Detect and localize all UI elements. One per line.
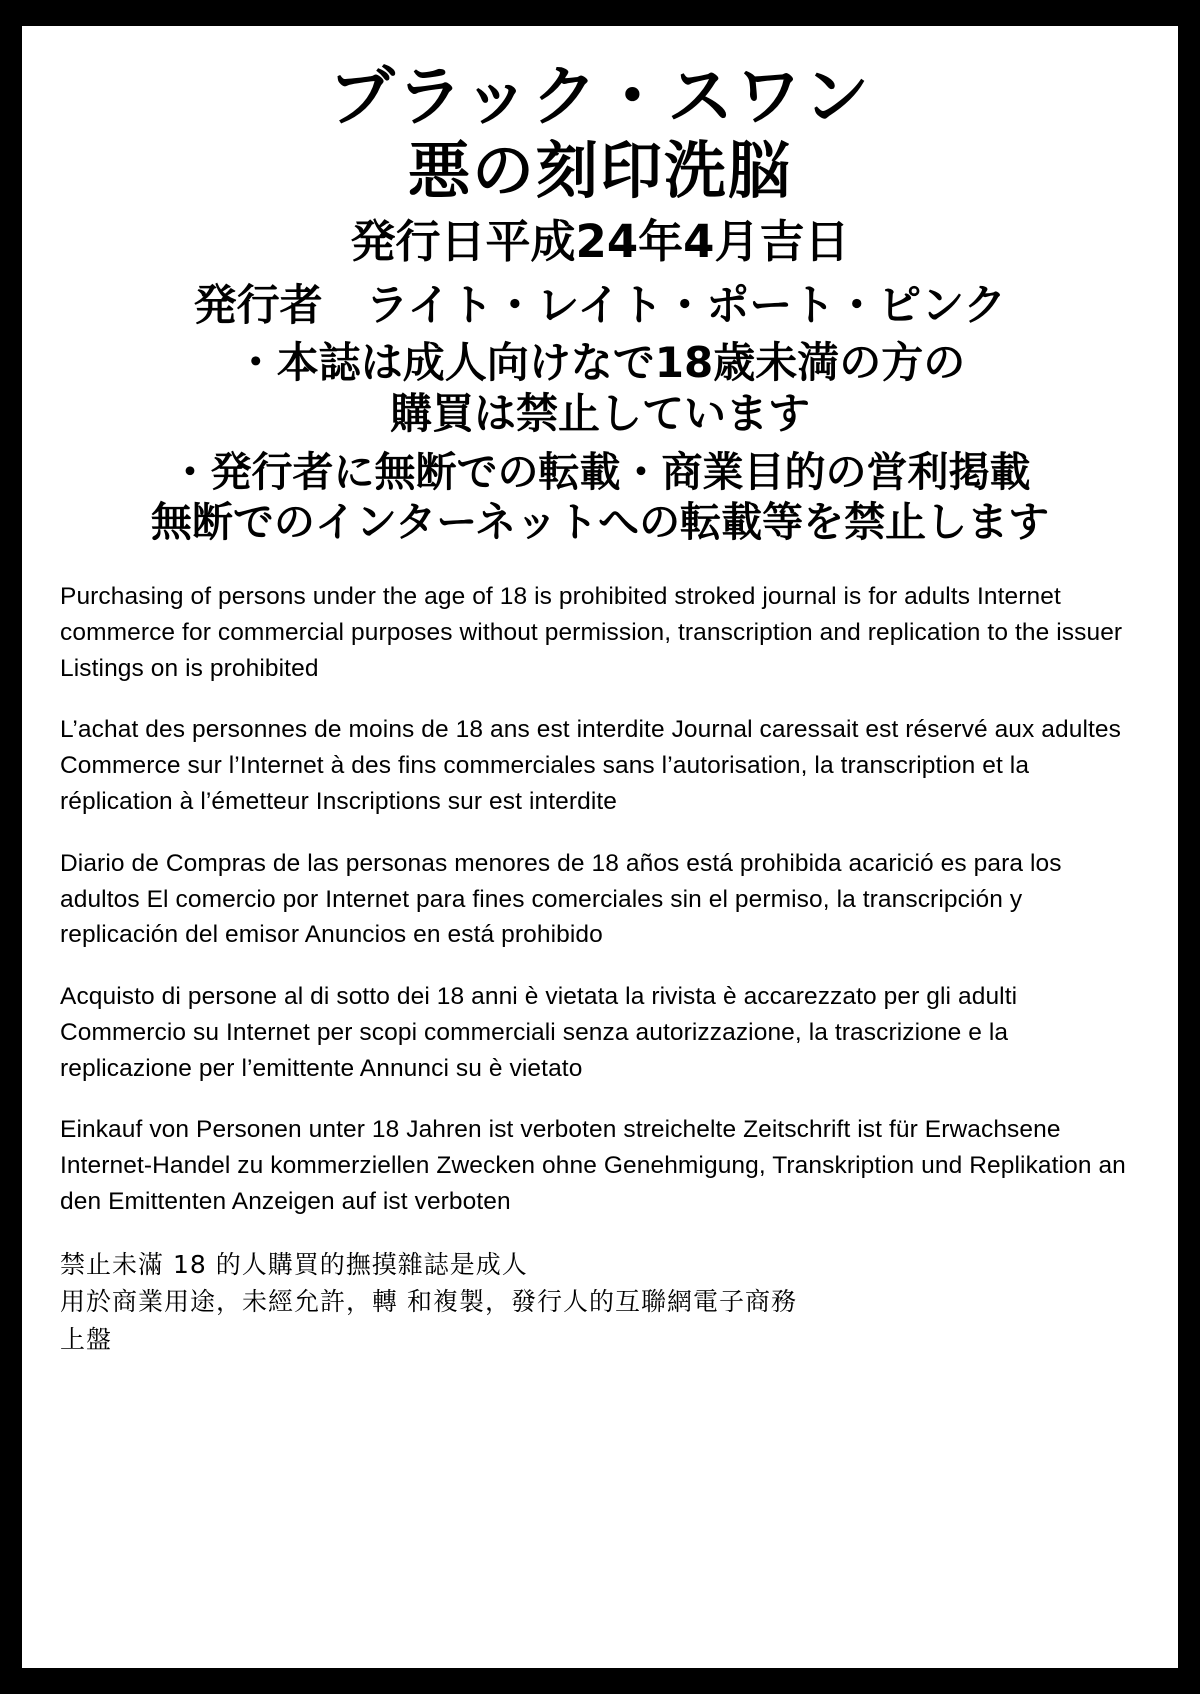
- notice-paragraph-en: Purchasing of persons under the age of 18 is prohibited stroked journal is for adults Internet commerce for commercial purposes without permission, transcription and replication to the issuer Listings on is prohibited: [60, 583, 1123, 682]
- age-notice-line-1: ・本誌は成人向けなで18歳未満の方の: [234, 337, 966, 387]
- page-title-line-2: 悪の刻印洗脳: [407, 133, 792, 207]
- notice-paragraph-es: Diario de Compras de las personas menores de 18 años está prohibida acarició es para los adultos El comercio por Internet para fines comerciales sin el permiso, la transcripción y replicación del emisor Anuncios en está prohibido: [60, 849, 1062, 949]
- title-block: [56, 60, 1144, 205]
- copyright-notice-line-1: ・発行者に無断での転載・商業目的の営利掲載: [169, 448, 1031, 497]
- notice-paragraph-it: Acquisto di persone al di sotto dei 18 anni è vietata la rivista è accarezzato per gli adulti Commercio su Internet per scopi commerciali senza autorizzazione, la trascrizione e la replicazione per l’emittente Annunci su è vietato: [60, 983, 1018, 1082]
- notice-paragraph-zh: 禁止未滿 18 的人購買的撫摸雜誌是成人 用於商業用途，未經允許，轉 和複製，發行人的互聯網電子商務 上盤: [60, 1249, 797, 1354]
- notice-paragraph-fr: L’achat des personnes de moins de 18 ans est interdite Journal caressait est réservé aux adultes Commerce sur l’Internet à des fins commerciales sans l’autorisation, la transcription et la réplication à l’émetteur Inscriptions sur est interdite: [60, 716, 1121, 816]
- colophon-sheet: [22, 26, 1178, 1668]
- publisher-name: 発行者 ライト・レイト・ポート・ピンク: [193, 281, 1007, 332]
- multilingual-notice-block: [56, 579, 1144, 1358]
- publish-date: 発行日平成24年4月吉日: [350, 215, 850, 269]
- age-notice-line-2: 購買は禁止しています: [389, 388, 810, 438]
- copyright-notice-line-2: 無断でのインターネットへの転載等を禁止します: [150, 498, 1050, 547]
- page-title-line-1: ブラック・スワン: [328, 58, 872, 135]
- notice-paragraph-de: Einkauf von Personen unter 18 Jahren ist verboten streichelte Zeitschrift ist für Erwachsene Internet-Handel zu kommerziellen Zwecken ohne Genehmigung, Transkription und Replikation an den Emittenten Anzeigen auf ist verboten: [60, 1116, 1126, 1215]
